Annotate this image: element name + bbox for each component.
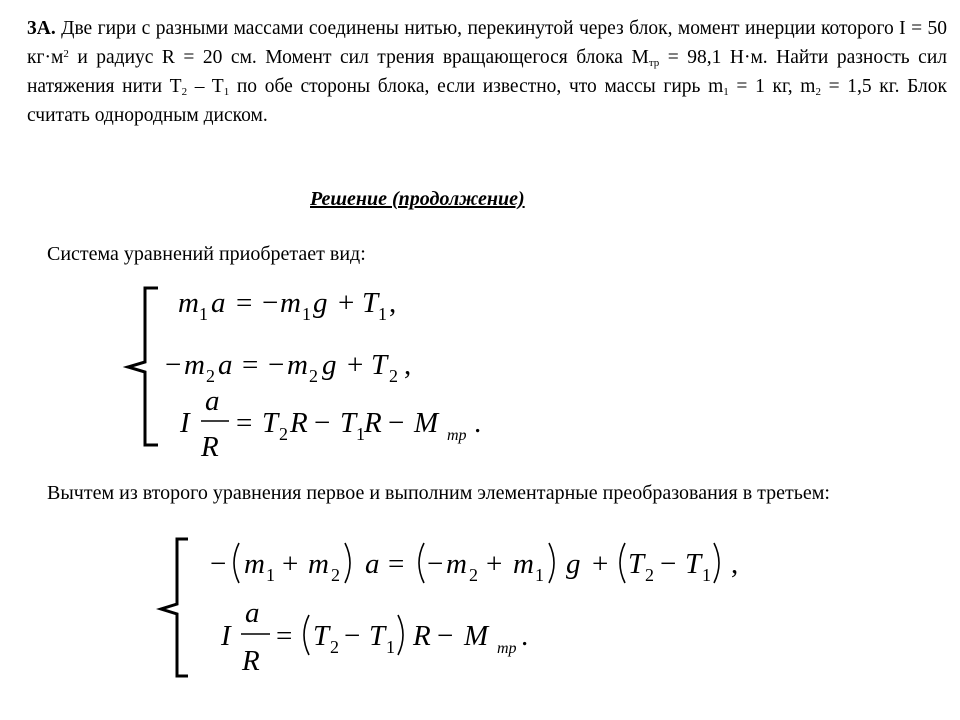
superscript: 2 (63, 48, 69, 60)
var-g: g (322, 349, 337, 381)
plus-sign: + (592, 548, 609, 580)
var-m: m (280, 287, 301, 319)
var-T: T (313, 620, 330, 652)
problem-text: = 1 кг, m (728, 76, 816, 97)
var-a: a (218, 349, 233, 381)
minus-sign: − (262, 287, 279, 319)
subscript: 2 (815, 86, 821, 98)
subscript: 1 (386, 637, 395, 657)
var-T: T (628, 548, 645, 580)
var-T: T (340, 407, 357, 439)
subscript: 1 (378, 304, 387, 324)
var-m: m (244, 548, 265, 580)
subscript: 1 (702, 565, 711, 585)
problem-text: = 1,5 кг. Блок считать однородным диском. (27, 76, 948, 126)
var-M: M (464, 620, 489, 652)
subscript: 2 (331, 565, 340, 585)
var-I: I (180, 407, 190, 439)
equals-sign: = (236, 407, 253, 439)
minus-sign: − (210, 548, 227, 580)
var-m: m (308, 548, 329, 580)
right-paren (549, 543, 554, 583)
subscript: тр (497, 640, 517, 657)
var-a: a (365, 548, 380, 580)
fraction-numerator: a (205, 385, 220, 417)
fraction-numerator: a (245, 597, 260, 629)
punctuation: , (404, 349, 412, 381)
punctuation: . (521, 620, 529, 652)
subscript: 2 (389, 366, 398, 386)
subscript: 2 (206, 366, 215, 386)
var-g: g (313, 287, 328, 319)
minus-sign: − (427, 548, 444, 580)
minus-sign: − (660, 548, 677, 580)
subscript: 1 (266, 565, 275, 585)
minus-sign: − (165, 349, 182, 381)
subscript: 1 (223, 86, 230, 98)
system2-equation-1 (210, 543, 738, 585)
var-I: I (221, 620, 231, 652)
var-T: T (369, 620, 386, 652)
minus-sign: − (437, 620, 454, 652)
plus-sign: + (486, 548, 503, 580)
left-brace (128, 288, 158, 445)
var-T: T (262, 407, 279, 439)
subscript: 1 (302, 304, 311, 324)
subscript: 2 (181, 86, 188, 98)
right-paren (345, 543, 350, 583)
left-paren (234, 543, 239, 583)
subscript: тр (447, 427, 467, 444)
equals-sign: = (236, 287, 253, 319)
equals-sign: = (242, 349, 259, 381)
left-brace (161, 539, 188, 676)
problem-text: по обе стороны блока, если известно, что массы гирь m (229, 76, 724, 97)
right-paren (714, 543, 719, 583)
left-paren (304, 615, 309, 655)
minus-sign: − (268, 349, 285, 381)
subscript: 2 (279, 424, 288, 444)
system1-equation-2 (165, 349, 411, 386)
subscript: 1 (535, 565, 544, 585)
problem-label: 3А. (27, 18, 56, 39)
problem-text: и радиус R = 20 см. Момент сил трения вращающегося блока M (68, 47, 649, 68)
subscript: 1 (199, 304, 208, 324)
paragraph-transform-intro: Вычтем из второго уравнения первое и выполним элементарные преобразования в третьем: (47, 482, 830, 504)
fraction-denominator: R (201, 431, 219, 463)
left-paren (620, 543, 625, 583)
var-m: m (184, 349, 205, 381)
subscript: 2 (469, 565, 478, 585)
plus-sign: + (282, 548, 299, 580)
plus-sign: + (338, 287, 355, 319)
subscript: 2 (309, 366, 318, 386)
subscript: 1 (356, 424, 365, 444)
system1-equation-3 (179, 385, 481, 463)
var-R: R (364, 407, 382, 439)
problem-text: = 98,1 Н·м. Найти разность сил натяжения нити T (27, 47, 947, 97)
var-T: T (362, 287, 379, 319)
minus-sign: − (388, 407, 405, 439)
subscript: тр (648, 57, 660, 69)
var-T: T (685, 548, 702, 580)
punctuation: . (474, 407, 482, 439)
var-m: m (178, 287, 199, 319)
subscript: 1 (723, 86, 729, 98)
system2-equation-2 (220, 597, 528, 677)
punctuation: , (731, 548, 739, 580)
solution-heading: Решение (продолжение) (310, 188, 525, 210)
equals-sign: = (388, 548, 405, 580)
left-paren (419, 543, 424, 583)
punctuation: , (389, 287, 397, 319)
right-paren (398, 615, 403, 655)
equals-sign: = (276, 620, 293, 652)
system1-equation-1 (178, 287, 396, 324)
var-R: R (413, 620, 431, 652)
subscript: 2 (645, 565, 654, 585)
var-T: T (371, 349, 388, 381)
problem-text: – T (187, 76, 224, 97)
var-m: m (446, 548, 467, 580)
problem-text: Две гири с разными массами соединены нитью, перекинутой через блок, момент инерции которого I = 50 кг·м (27, 18, 947, 68)
var-m: m (287, 349, 308, 381)
minus-sign: − (314, 407, 331, 439)
var-m: m (513, 548, 534, 580)
var-a: a (211, 287, 226, 319)
fraction-denominator: R (242, 645, 260, 677)
subscript: 2 (330, 637, 339, 657)
minus-sign: − (344, 620, 361, 652)
paragraph-system-intro: Система уравнений приобретает вид: (47, 243, 366, 265)
plus-sign: + (347, 349, 364, 381)
var-R: R (290, 407, 308, 439)
var-g: g (566, 548, 581, 580)
var-M: M (414, 407, 439, 439)
